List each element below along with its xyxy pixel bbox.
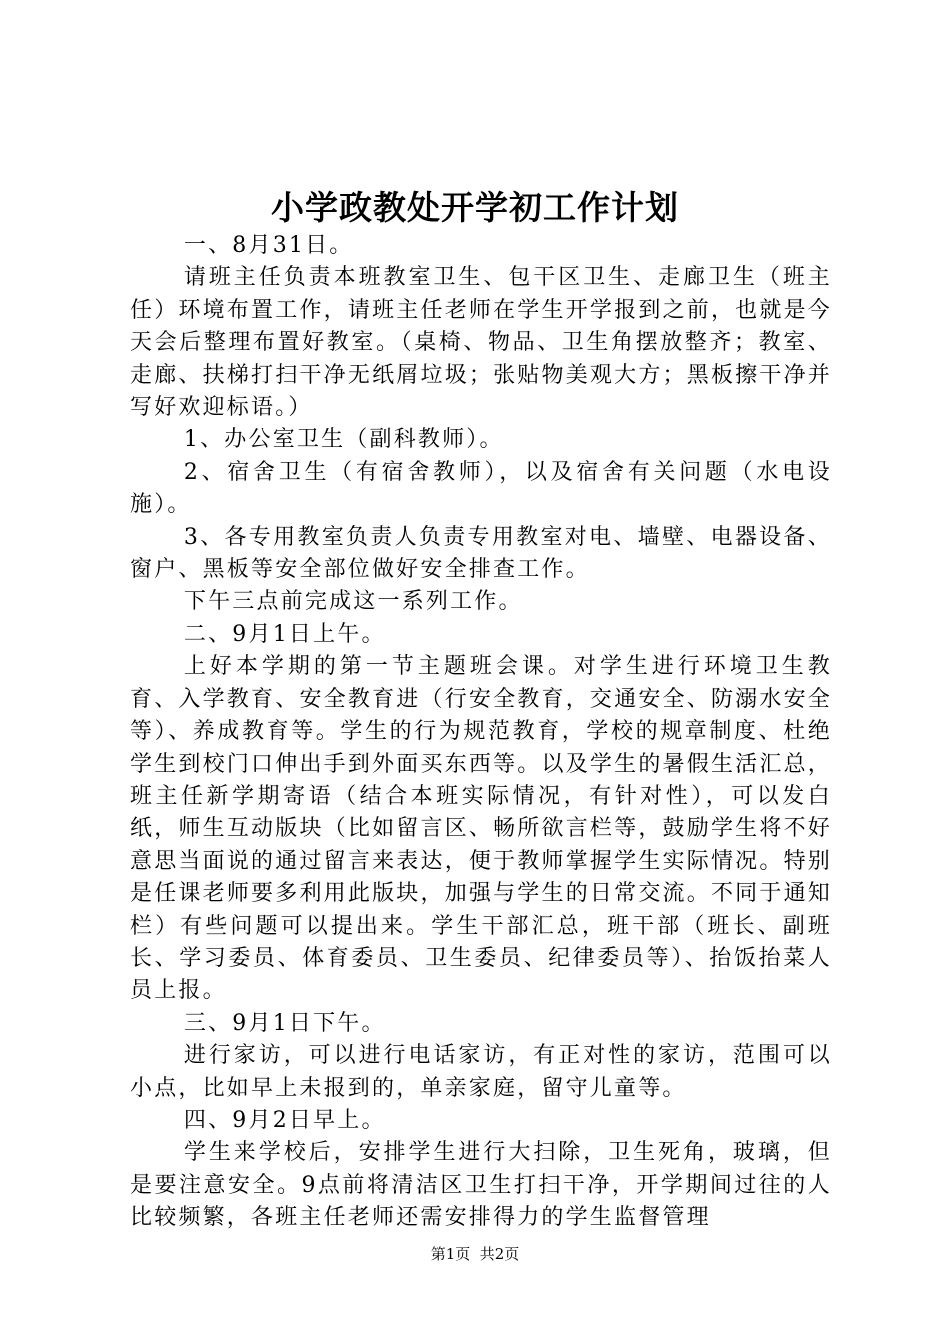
paragraph: 四、9月2日早上。 — [183, 1107, 386, 1133]
paragraph: 下午三点前完成这一系列工作。 — [183, 589, 523, 615]
paragraph: 上好本学期的第一节主题班会课。对学生进行环境卫生教育、入学教育、安全教育进（行安全教育，交通安全、防溺水安全等）、养成教育等。学生的行为规范教育，学校的规章制度、杜绝学生到校门口伸出手到外面买东西等。以及学生的暑假生活汇总，班主任新学期寄语（结合本班实际情况，有针对性），可以发白纸，师生互动版块（比如留言区、畅所欲言栏等，鼓励学生将不好意思当面说的通过留言来表达，便于教师掌握学生实际情况。特别是任课老师要多利用此版块，加强与学生的日常交流。不同于通知栏）有些问题可以提出来。学生干部汇总，班干部（班长、副班长、学习委员、体育委员、卫生委员、纪律委员等）、抬饭抬菜人员上报。 — [130, 654, 832, 1004]
paragraph: 3、各专用教室负责人负责专用教室对电、墙壁、电器设备、窗户、黑板等安全部位做好安全排查工作。 — [130, 524, 832, 583]
page-indicator: 第1页 共2页 — [430, 1245, 520, 1263]
paragraph: 三、9月1日下午。 — [183, 1010, 386, 1036]
paragraph: 二、9月1日上午。 — [183, 621, 386, 647]
paragraph: 学生来学校后，安排学生进行大扫除，卫生死角，玻璃，但是要注意安全。9点前将清洁区卫生打扫干净，开学期间过往的人比较频繁，各班主任老师还需安排得力的学生监督管理 — [130, 1140, 832, 1231]
page-footer — [0, 1244, 950, 1264]
paragraph: 请班主任负责本班教室卫生、包干区卫生、走廊卫生（班主任）环境布置工作，请班主任老师在学生开学报到之前，也就是今天会后整理布置好教室。（桌椅、物品、卫生角摆放整齐；教室、走廊、扶梯打扫干净无纸屑垃圾；张贴物美观大方；黑板擦干净并写好欢迎标语。） — [130, 265, 832, 421]
paragraph: 2、宿舍卫生（有宿舍教师），以及宿舍有关问题（水电设施）。 — [130, 459, 832, 518]
paragraph: 一、8月31日。 — [183, 233, 354, 258]
document-title: 小学政教处开学初工作计划 — [271, 188, 679, 227]
paragraph: 进行家访，可以进行电话家访，有正对性的家访，范围可以小点，比如早上未报到的，单亲家庭，留守儿童等。 — [130, 1043, 832, 1101]
document-body — [130, 230, 832, 1235]
paragraph: 1、办公室卫生（副科教师）。 — [183, 427, 504, 453]
